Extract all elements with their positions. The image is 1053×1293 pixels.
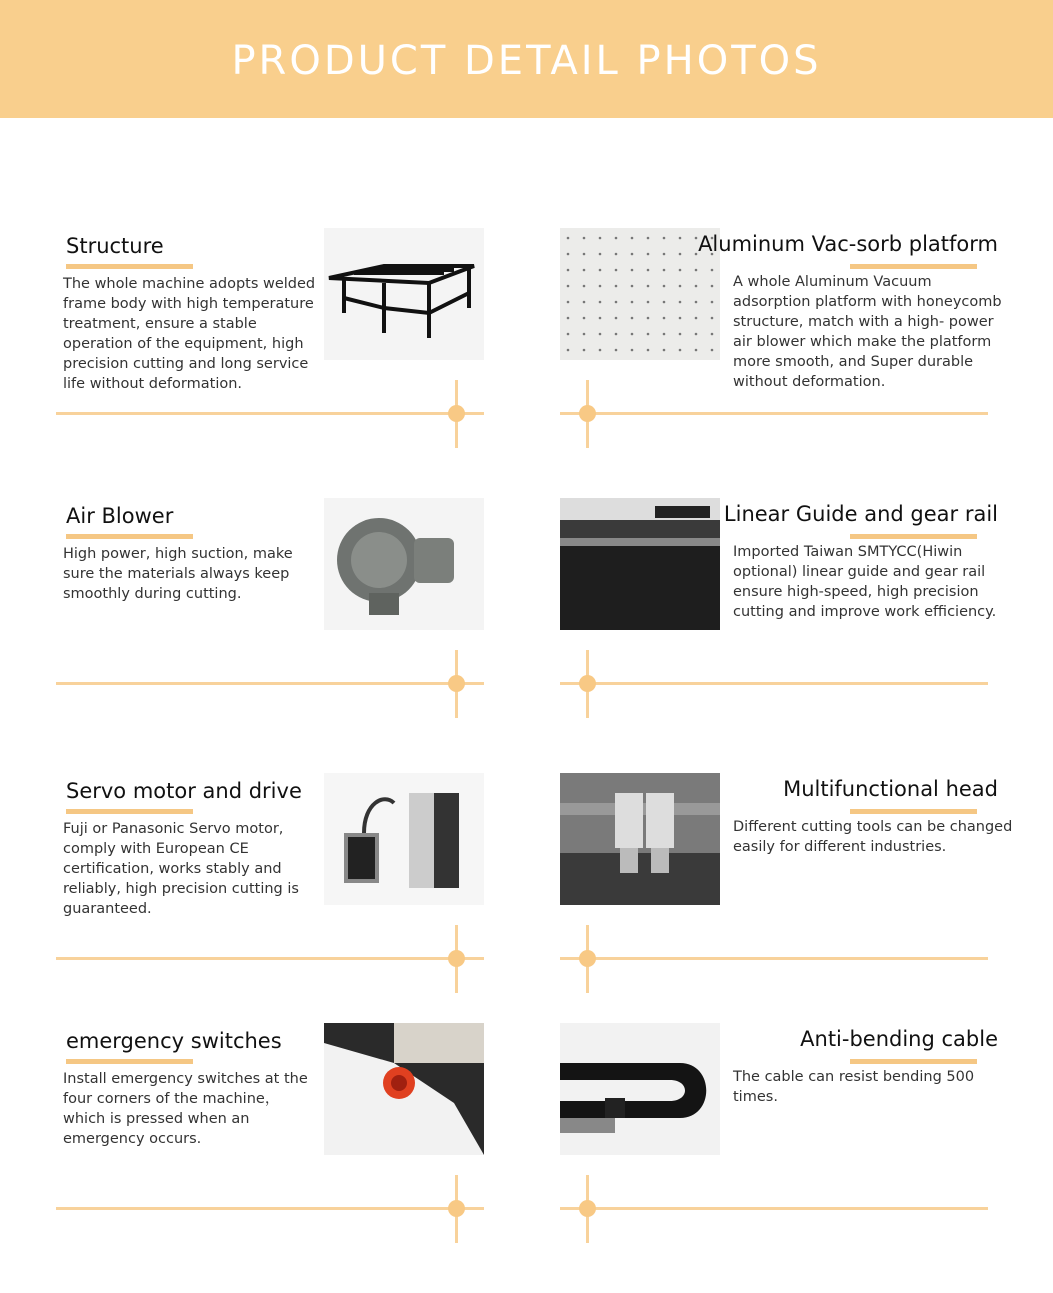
- divider-dot-icon: [448, 950, 465, 967]
- servo-motor-photo: [324, 773, 484, 905]
- feature-description: The cable can resist bending 500 times.: [733, 1069, 975, 1105]
- feature-air-blower: [0, 498, 527, 768]
- divider-dot-icon: [579, 675, 596, 692]
- feature-title: Aluminum Vac-sorb platform: [698, 232, 998, 256]
- title-underline: [850, 534, 977, 539]
- divider-line: [56, 957, 484, 960]
- divider-line: [56, 412, 484, 415]
- cutting-head-photo: [560, 773, 720, 905]
- header-banner: [0, 0, 1053, 118]
- feature-description: Fuji or Panasonic Servo motor, comply with European CE certification, works stably and reliably, high precision cutting is guaranteed.: [63, 821, 299, 917]
- divider-dot-icon: [448, 405, 465, 422]
- divider-dot-icon: [579, 950, 596, 967]
- feature-description: A whole Aluminum Vacuum adsorption platform with honeycomb structure, match with a high- power air blower which make the platform more smooth, and Super durable without deformation.: [733, 274, 1002, 390]
- emergency-switch-photo: [324, 1023, 484, 1155]
- feature-title: Servo motor and drive: [66, 779, 302, 803]
- feature-multifunctional-head: [527, 773, 1053, 1043]
- linear-guide-photo: [560, 498, 720, 630]
- title-underline: [850, 809, 977, 814]
- divider-dot-icon: [579, 1200, 596, 1217]
- divider-line: [56, 682, 484, 685]
- air-blower-photo: [324, 498, 484, 630]
- feature-description: The whole machine adopts welded frame body with high temperature treatment, ensure a stable operation of the equipment, high precision cutting and long service life without deformation.: [63, 276, 316, 392]
- feature-emergency-switches: [0, 1023, 527, 1293]
- title-underline: [66, 809, 193, 814]
- title-underline: [850, 1059, 977, 1064]
- feature-title: Anti-bending cable: [800, 1027, 998, 1051]
- feature-servo-motor-and-drive: [0, 773, 527, 1043]
- feature-aluminum-vac-sorb-platform: [527, 228, 1053, 498]
- divider-line: [560, 682, 988, 685]
- title-underline: [66, 1059, 193, 1064]
- feature-title: Air Blower: [66, 504, 174, 528]
- feature-structure: [0, 228, 527, 498]
- feature-anti-bending-cable: [527, 1023, 1053, 1293]
- title-underline: [850, 264, 977, 269]
- feature-description: Install emergency switches at the four corners of the machine， which is pressed when an emergency occurs.: [63, 1071, 308, 1147]
- title-underline: [66, 534, 193, 539]
- divider-dot-icon: [448, 675, 465, 692]
- feature-description: Different cutting tools can be changed easily for different industries.: [733, 819, 1013, 855]
- feature-title: emergency switches: [66, 1029, 282, 1053]
- title-underline: [66, 264, 193, 269]
- feature-linear-guide-and-gear-rail: [527, 498, 1053, 768]
- vacuum-platform-photo: [560, 228, 720, 360]
- divider-line: [560, 1207, 988, 1210]
- feature-title: Multifunctional head: [783, 777, 998, 801]
- feature-title: Structure: [66, 234, 164, 258]
- divider-dot-icon: [579, 405, 596, 422]
- divider-dot-icon: [448, 1200, 465, 1217]
- feature-title: Linear Guide and gear rail: [723, 502, 998, 526]
- divider-line: [560, 412, 988, 415]
- divider-line: [56, 1207, 484, 1210]
- feature-description: High power, high suction, make sure the materials always keep smoothly during cutting.: [63, 546, 293, 602]
- feature-description: Imported Taiwan SMTYCC(Hiwin optional) linear guide and gear rail ensure high-speed, high precision cutting and improve work efficiency.: [733, 544, 997, 620]
- page-title: PRODUCT DETAIL PHOTOS: [231, 38, 822, 84]
- divider-line: [560, 957, 988, 960]
- welded-frame-photo: [324, 228, 484, 360]
- cable-chain-photo: [560, 1023, 720, 1155]
